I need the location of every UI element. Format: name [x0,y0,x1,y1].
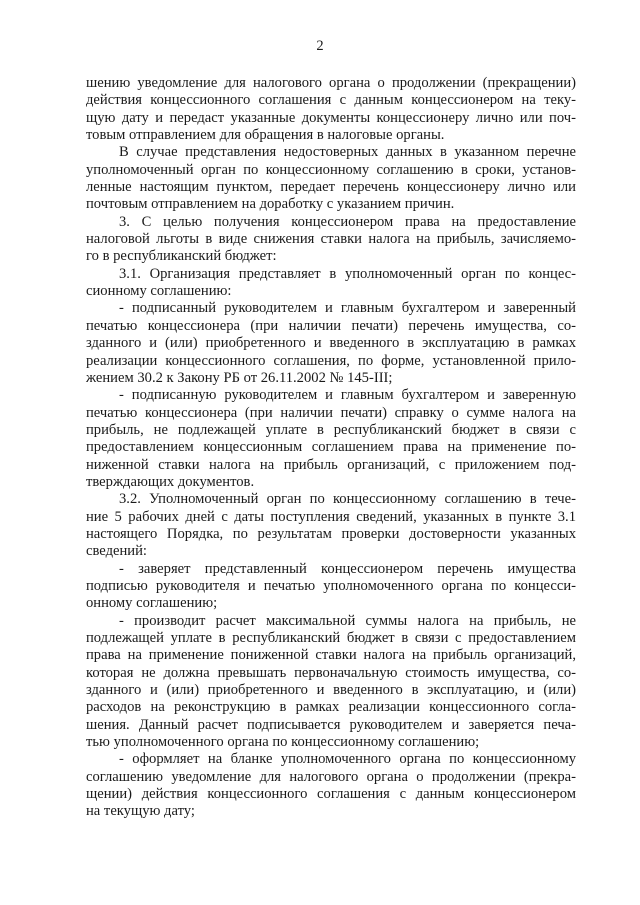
paragraph [86,144,576,213]
text-line: сведений: [86,543,147,560]
document-body [86,75,576,821]
paragraph [86,491,576,560]
text-line: В случае представления недостоверных данных в указанном перечне [119,144,576,161]
text-line: - заверяет представленный концессионером перечень имущества [119,560,576,577]
text-line: печатью концессионера (при наличии печати) перечень имущества, со- [86,317,576,334]
text-line: ниженной ставки налога на прибыль организаций, с приложением под- [86,456,576,473]
text-line: го в республиканский бюджет: [86,248,277,265]
text-line: реализации концессионного соглашения, по форме, установленной прило- [86,352,576,369]
text-line: ние 5 рабочих дней с даты поступления сведений, указанных в пункте 3.1 [86,508,576,525]
text-line: - производит расчет максимальной суммы налога на прибыль, не [119,612,576,629]
text-line: 3.2. Уполномоченный орган по концессионному соглашению в тече- [119,491,576,508]
text-line: тью уполномоченного органа по концессионному соглашению; [86,734,480,751]
paragraph [86,300,576,387]
text-line: шения. Данный расчет подписывается руководителем и заверяется печа- [86,716,576,733]
text-line: сионному соглашению: [86,283,232,300]
text-line: товым отправлением для обращения в налоговые органы. [86,127,445,144]
text-line: - подписанную руководителем и главным бухгалтером и заверенную [119,387,576,404]
text-line: которая не должна превышать первоначальную стоимость имущества, со- [86,664,576,681]
paragraph [86,75,576,144]
text-line: щую дату и передаст указанные документы концессионеру лично или поч- [86,109,576,126]
text-line: - оформляет на бланке уполномоченного органа по концессионному [119,751,576,768]
text-line: на текущую дату; [86,803,195,820]
text-line: права на применение пониженной ставки налога на прибыль организаций, [86,647,576,664]
text-line: ленные настоящим пунктом, передает перечень концессионеру лично или [86,179,576,196]
text-line: онному соглашению; [86,595,218,612]
text-line: подлежащей уплате в республиканский бюджет в связи с предоставлением [86,630,576,646]
text-line: зданного и (или) приобретенного и введенного в эксплуатацию, и (или) [86,682,576,699]
text-line: почтовым отправлением на доработку с указанием причин. [86,196,455,213]
text-line: налоговой льготы в виде снижения ставки налога на прибыль, зачисляемо- [86,231,576,248]
paragraph [86,751,576,820]
text-line: соглашению уведомление для налогового органа о продолжении (прекра- [86,768,576,785]
text-line: прибыль, не подлежащей уплате в республиканский бюджет в связи с [86,421,576,438]
text-line: шению уведомление для налогового органа о продолжении (прекращении) [86,75,576,91]
paragraph [86,613,576,752]
text-line: предоставлением концессионным соглашением права на применение по- [86,439,576,456]
text-line: тверждающих документов. [86,473,255,490]
text-line: печатью концессионера (при наличии печати) справку о сумме налога на [86,404,576,421]
paragraph [86,561,576,613]
text-line: настоящего Порядка, по результатам проверки достоверности указанных [86,525,576,542]
text-line: подписью руководителя и печатью уполномоченного органа по концесси- [86,577,576,594]
paragraph [86,266,576,301]
text-line: зданного и (или) приобретенного и введенного в эксплуатацию в рамках [86,335,576,352]
paragraph [86,214,576,266]
text-line: 3. С целью получения концессионером права на предоставление [119,213,576,230]
text-line: 3.1. Организация представляет в уполномоченный орган по концес- [119,265,576,282]
page-number: 2 [316,38,324,54]
text-line: жением 30.2 к Закону РБ от 26.11.2002 № 145-III; [86,369,393,386]
text-line: расходов на реконструкцию в рамках реализации концессионного согла- [86,699,576,716]
text-line: уполномоченный орган по концессионному соглашению в сроки, установ- [86,161,576,178]
text-line: действия концессионного соглашения с данным концессионером на теку- [86,92,576,109]
text-line: щении) действия концессионного соглашения с данным концессионером [86,786,576,803]
text-line: - подписанный руководителем и главным бухгалтером и заверенный [119,300,576,317]
paragraph [86,387,576,491]
